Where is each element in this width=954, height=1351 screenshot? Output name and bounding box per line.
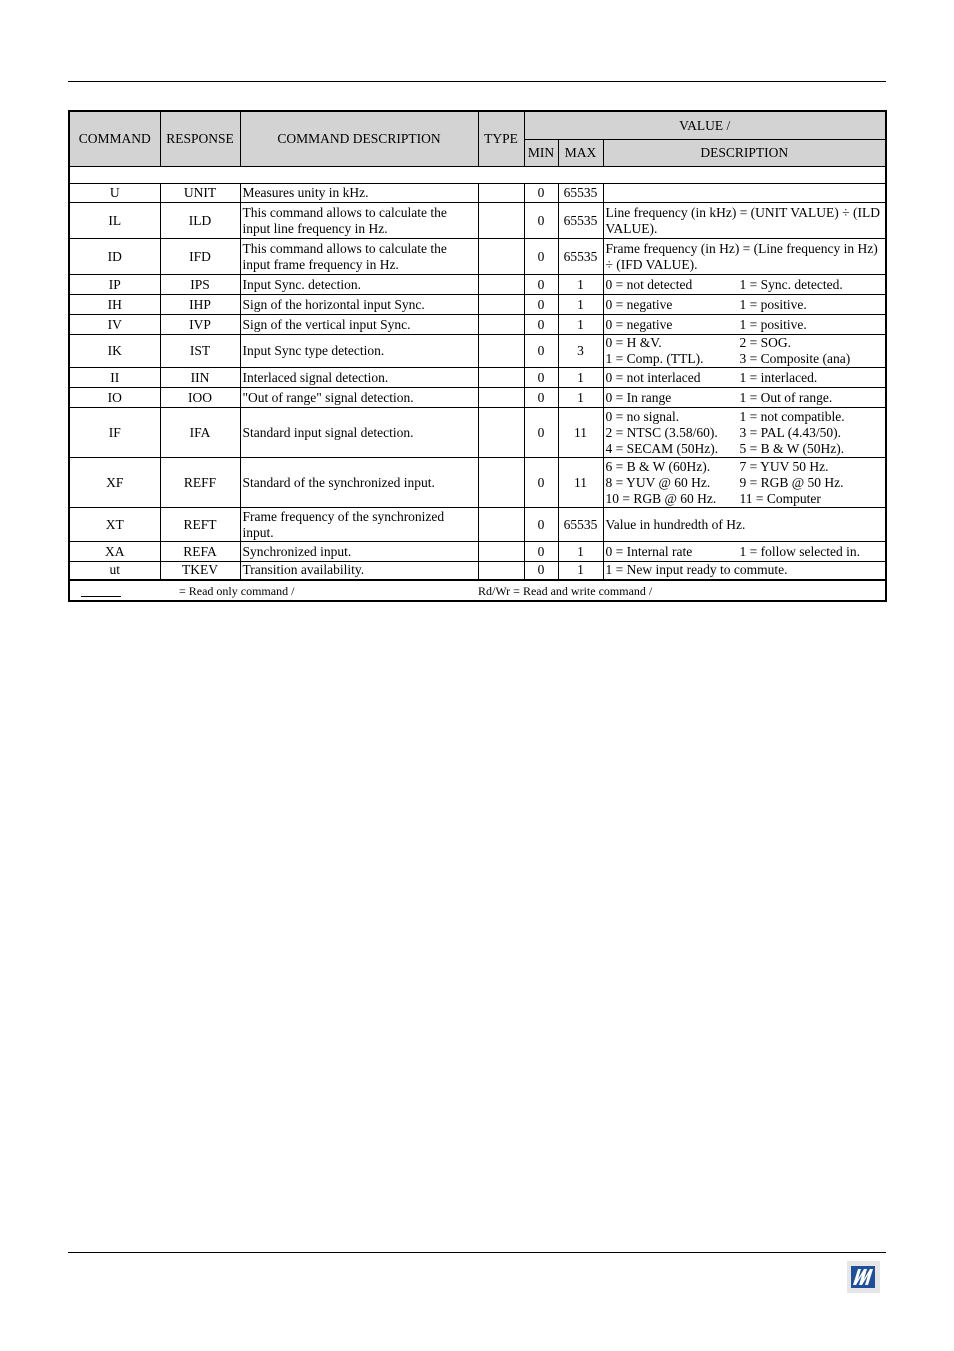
table-row bbox=[69, 184, 886, 203]
response-cell: IST bbox=[160, 335, 240, 368]
max-cell: 65535 bbox=[558, 184, 603, 203]
response-cell: IVP bbox=[160, 315, 240, 335]
value-option: 0 = not interlaced bbox=[605, 369, 701, 385]
value-description-cell bbox=[603, 542, 886, 562]
value-option: 1 = not compatible. bbox=[739, 408, 845, 424]
response-cell: IHP bbox=[160, 295, 240, 315]
max-cell: 1 bbox=[558, 388, 603, 408]
description-cell: Standard of the synchronized input. bbox=[240, 458, 478, 508]
value-line bbox=[606, 390, 884, 406]
type-cell bbox=[478, 295, 524, 315]
value-option: 5 = B & W (50Hz). bbox=[739, 440, 845, 456]
value-line bbox=[606, 475, 884, 491]
command-cell: II bbox=[69, 368, 160, 388]
value-option: 3 = Composite (ana) bbox=[739, 351, 851, 366]
command-cell: IK bbox=[69, 335, 160, 368]
type-cell bbox=[478, 335, 524, 368]
max-cell: 11 bbox=[558, 408, 603, 458]
value-description-cell bbox=[603, 508, 886, 542]
table-row bbox=[69, 542, 886, 562]
min-cell: 0 bbox=[524, 368, 558, 388]
type-cell bbox=[478, 562, 524, 580]
type-cell bbox=[478, 239, 524, 275]
table-row bbox=[69, 368, 886, 388]
value-option: 1 = Out of range. bbox=[739, 389, 833, 405]
value-description-cell bbox=[603, 239, 886, 275]
value-option: 7 = YUV 50 Hz. bbox=[739, 458, 829, 474]
value-description-cell bbox=[603, 275, 886, 295]
value-line: Line frequency (in kHz) = (UNIT VALUE) ÷ (ILD VALUE). bbox=[605, 204, 880, 236]
value-option: 1 = Comp. (TTL). bbox=[605, 351, 704, 366]
min-cell: 0 bbox=[524, 315, 558, 335]
type-cell bbox=[478, 542, 524, 562]
value-description-cell bbox=[603, 562, 886, 580]
response-cell: REFT bbox=[160, 508, 240, 542]
min-cell: 0 bbox=[524, 295, 558, 315]
value-line bbox=[606, 441, 884, 457]
command-cell: U bbox=[69, 184, 160, 203]
max-cell: 11 bbox=[558, 458, 603, 508]
value-option: 11 = Computer bbox=[739, 490, 821, 506]
value-option: 4 = SECAM (50Hz). bbox=[605, 440, 719, 456]
description-cell: Synchronized input. bbox=[240, 542, 478, 562]
value-line bbox=[606, 335, 884, 351]
min-cell: 0 bbox=[524, 203, 558, 239]
value-line bbox=[606, 544, 884, 560]
value-option: 0 = not detected bbox=[605, 276, 693, 292]
response-cell: IPS bbox=[160, 275, 240, 295]
max-cell: 3 bbox=[558, 335, 603, 368]
value-line bbox=[606, 277, 884, 293]
command-cell: ID bbox=[69, 239, 160, 275]
table-row bbox=[69, 335, 886, 368]
table-row bbox=[69, 275, 886, 295]
value-option: 2 = SOG. bbox=[739, 335, 791, 350]
value-line: Frame frequency (in Hz) = (Line frequency in Hz) ÷ (IFD VALUE). bbox=[605, 240, 878, 272]
type-cell bbox=[478, 408, 524, 458]
value-option: 3 = PAL (4.43/50). bbox=[739, 424, 841, 440]
table-row bbox=[69, 408, 886, 458]
col-header-value: VALUE / bbox=[524, 111, 886, 140]
value-option: 1 = Sync. detected. bbox=[739, 276, 843, 292]
type-cell bbox=[478, 458, 524, 508]
value-description-cell bbox=[603, 315, 886, 335]
value-line bbox=[606, 351, 884, 367]
max-cell: 1 bbox=[558, 275, 603, 295]
command-cell: ut bbox=[69, 562, 160, 580]
description-cell: Input Sync type detection. bbox=[240, 335, 478, 368]
value-line bbox=[606, 491, 884, 507]
table-row bbox=[69, 562, 886, 580]
col-header-min: MIN bbox=[524, 140, 558, 167]
description-cell: Interlaced signal detection. bbox=[240, 368, 478, 388]
value-option: 2 = NTSC (3.58/60). bbox=[605, 424, 718, 440]
description-cell: Measures unity in kHz. bbox=[240, 184, 478, 203]
value-option: 8 = YUV @ 60 Hz. bbox=[605, 474, 711, 490]
description-cell: Transition availability. bbox=[240, 562, 478, 580]
col-header-max: MAX bbox=[558, 140, 603, 167]
type-cell bbox=[478, 315, 524, 335]
footer-read-write-note: Rd/Wr = Read and write command / bbox=[478, 583, 653, 598]
value-line: Value in hundredth of Hz. bbox=[605, 516, 746, 532]
min-cell: 0 bbox=[524, 508, 558, 542]
value-option: 1 = positive. bbox=[739, 296, 807, 312]
value-line bbox=[606, 459, 884, 475]
col-header-command-description: COMMAND DESCRIPTION bbox=[240, 111, 478, 167]
response-cell: UNIT bbox=[160, 184, 240, 203]
type-cell bbox=[478, 184, 524, 203]
max-cell: 65535 bbox=[558, 203, 603, 239]
value-option: 9 = RGB @ 50 Hz. bbox=[739, 474, 844, 490]
value-line bbox=[606, 370, 884, 386]
max-cell: 65535 bbox=[558, 508, 603, 542]
value-option: 0 = H &V. bbox=[605, 335, 662, 350]
command-cell: IV bbox=[69, 315, 160, 335]
response-cell: TKEV bbox=[160, 562, 240, 580]
table-row bbox=[69, 203, 886, 239]
description-cell: Standard input signal detection. bbox=[240, 408, 478, 458]
table-row bbox=[69, 458, 886, 508]
min-cell: 0 bbox=[524, 335, 558, 368]
description-cell: Sign of the horizontal input Sync. bbox=[240, 295, 478, 315]
value-option: 1 = follow selected in. bbox=[739, 543, 860, 559]
footer-rule bbox=[68, 1252, 886, 1253]
command-cell: IH bbox=[69, 295, 160, 315]
response-cell: IFD bbox=[160, 239, 240, 275]
command-cell: IO bbox=[69, 388, 160, 408]
min-cell: 0 bbox=[524, 388, 558, 408]
col-header-type: TYPE bbox=[478, 111, 524, 167]
min-cell: 0 bbox=[524, 458, 558, 508]
type-cell bbox=[478, 388, 524, 408]
min-cell: 0 bbox=[524, 542, 558, 562]
col-header-command: COMMAND bbox=[69, 111, 160, 167]
response-cell: IFA bbox=[160, 408, 240, 458]
max-cell: 1 bbox=[558, 295, 603, 315]
value-option: 0 = no signal. bbox=[605, 408, 680, 424]
response-cell: IOO bbox=[160, 388, 240, 408]
min-cell: 0 bbox=[524, 239, 558, 275]
table-row bbox=[69, 388, 886, 408]
command-cell: XA bbox=[69, 542, 160, 562]
response-cell: ILD bbox=[160, 203, 240, 239]
max-cell: 65535 bbox=[558, 239, 603, 275]
value-description-cell bbox=[603, 408, 886, 458]
type-cell bbox=[478, 203, 524, 239]
command-cell: IL bbox=[69, 203, 160, 239]
value-line bbox=[606, 425, 884, 441]
command-cell: XF bbox=[69, 458, 160, 508]
value-line: 1 = New input ready to commute. bbox=[605, 562, 788, 578]
command-cell: XT bbox=[69, 508, 160, 542]
type-cell bbox=[478, 275, 524, 295]
value-description-cell bbox=[603, 368, 886, 388]
table-row bbox=[69, 315, 886, 335]
value-option: 0 = In range bbox=[605, 389, 672, 405]
header-spacer bbox=[69, 167, 886, 184]
value-description-cell bbox=[603, 388, 886, 408]
value-option: 1 = positive. bbox=[739, 316, 807, 332]
command-cell: IF bbox=[69, 408, 160, 458]
max-cell: 1 bbox=[558, 315, 603, 335]
value-option: 0 = negative bbox=[605, 316, 673, 332]
table-row bbox=[69, 239, 886, 275]
command-table bbox=[68, 110, 887, 602]
value-line bbox=[606, 297, 884, 313]
col-header-response: RESPONSE bbox=[160, 111, 240, 167]
min-cell: 0 bbox=[524, 275, 558, 295]
value-option: 0 = negative bbox=[605, 296, 673, 312]
value-description-cell bbox=[603, 295, 886, 315]
value-option: 10 = RGB @ 60 Hz. bbox=[605, 490, 717, 506]
description-cell: Frame frequency of the synchronized input. bbox=[240, 508, 478, 542]
description-cell: "Out of range" signal detection. bbox=[240, 388, 478, 408]
value-line bbox=[606, 409, 884, 425]
type-cell bbox=[478, 368, 524, 388]
table-footer bbox=[69, 580, 886, 601]
max-cell: 1 bbox=[558, 368, 603, 388]
value-option: 6 = B & W (60Hz). bbox=[605, 458, 711, 474]
max-cell: 1 bbox=[558, 562, 603, 580]
value-description-cell bbox=[603, 458, 886, 508]
table-row bbox=[69, 508, 886, 542]
footer-read-only-note: = Read only command / bbox=[179, 583, 295, 598]
min-cell: 0 bbox=[524, 408, 558, 458]
company-logo bbox=[847, 1261, 880, 1293]
type-cell bbox=[478, 508, 524, 542]
max-cell: 1 bbox=[558, 542, 603, 562]
value-description-cell bbox=[603, 184, 886, 203]
command-cell: IP bbox=[69, 275, 160, 295]
value-line bbox=[606, 317, 884, 333]
description-cell: This command allows to calculate the input frame frequency in Hz. bbox=[240, 239, 478, 275]
response-cell: REFA bbox=[160, 542, 240, 562]
footer-underline bbox=[81, 596, 121, 597]
value-option: 0 = Internal rate bbox=[605, 543, 693, 559]
col-header-description: DESCRIPTION bbox=[603, 140, 886, 167]
response-cell: IIN bbox=[160, 368, 240, 388]
min-cell: 0 bbox=[524, 562, 558, 580]
value-description-cell bbox=[603, 203, 886, 239]
min-cell: 0 bbox=[524, 184, 558, 203]
response-cell: REFF bbox=[160, 458, 240, 508]
description-cell: Input Sync. detection. bbox=[240, 275, 478, 295]
value-option: 1 = interlaced. bbox=[739, 369, 818, 385]
header-rule bbox=[68, 81, 886, 82]
description-cell: This command allows to calculate the input line frequency in Hz. bbox=[240, 203, 478, 239]
table-row bbox=[69, 295, 886, 315]
description-cell: Sign of the vertical input Sync. bbox=[240, 315, 478, 335]
value-description-cell bbox=[603, 335, 886, 368]
